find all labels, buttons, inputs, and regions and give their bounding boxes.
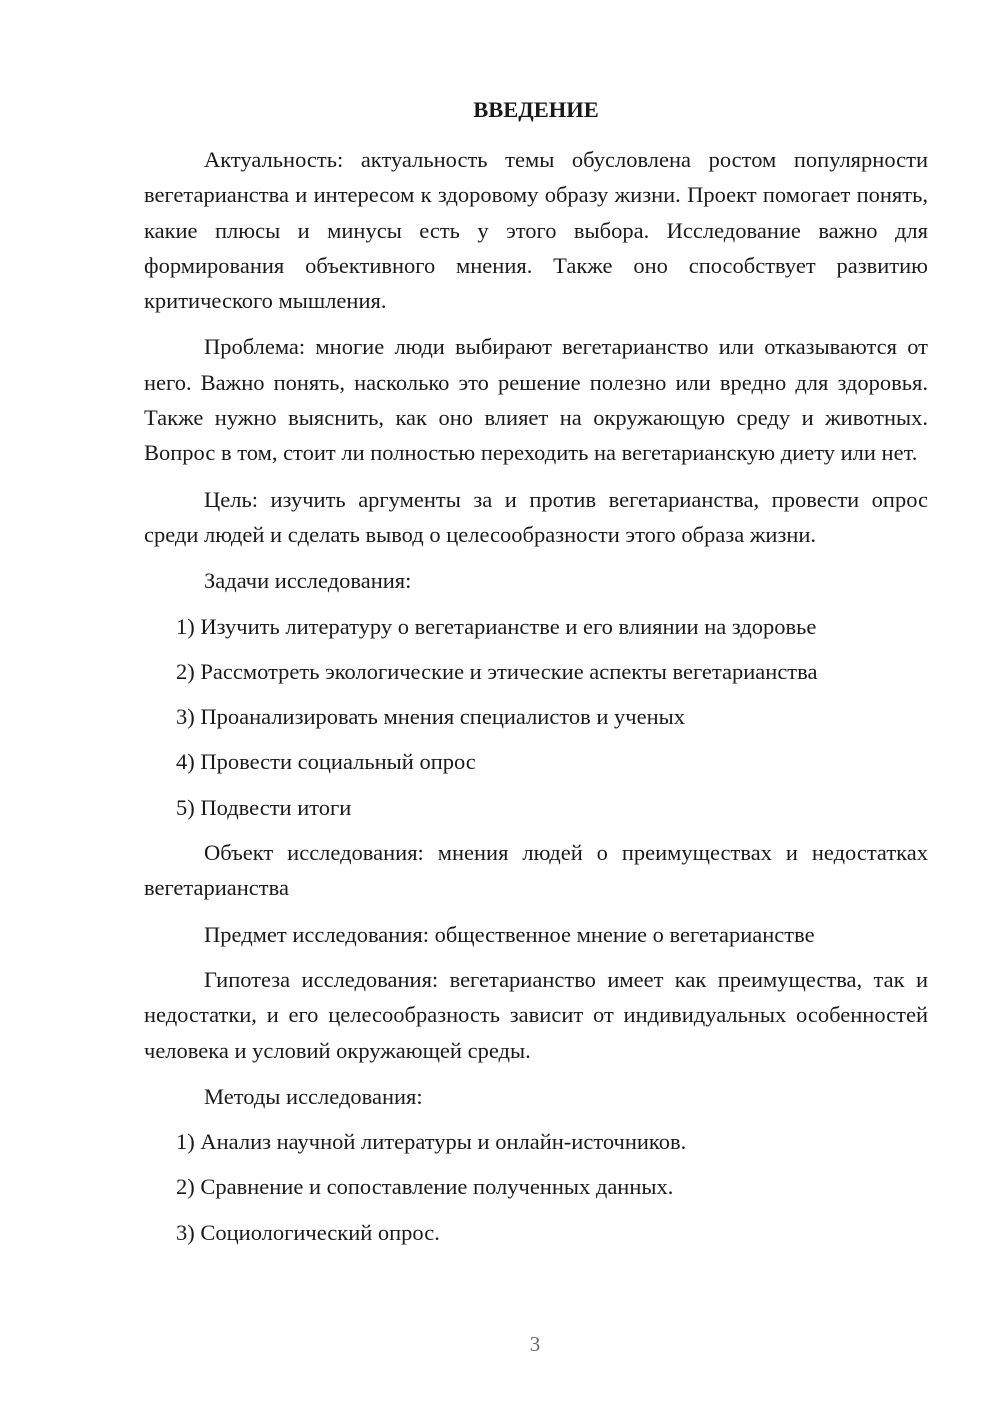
page-number: 3 — [529, 1332, 541, 1356]
object-paragraph: Объект исследования: мнения людей о преимуществах и недостатках вегетарианства — [144, 840, 928, 901]
list-item-task-5: 5) Подвести итоги — [176, 794, 352, 820]
subject-paragraph: Предмет исследования: общественное мнение о вегетарианстве — [204, 921, 815, 947]
methods-list — [144, 1124, 928, 1250]
problem-paragraph: Проблема: многие люди выбирают вегетарианство или отказываются от него. Важно понять, насколько это решение полезно или вредно для здоровья. Также нужно выяснить, как оно влияет на окружающую среду и животных. Вопрос в том, стоит ли полностью переходить на вегетарианскую диету или нет. — [144, 334, 928, 466]
list-item-method-3: 3) Социологический опрос. — [176, 1219, 440, 1245]
methods-heading: Методы исследования: — [204, 1083, 423, 1109]
list-item-method-1: 1) Анализ научной литературы и онлайн-источников. — [176, 1129, 687, 1155]
list-item-task-4: 4) Провести социальный опрос — [176, 749, 476, 775]
goal-paragraph: Цель: изучить аргументы за и против вегетарианства, провести опрос среди людей и сделать вывод о целесообразности этого образа жизни. — [144, 486, 928, 547]
list-item-method-2: 2) Сравнение и сопоставление полученных данных. — [176, 1174, 674, 1200]
page-content — [144, 96, 928, 1260]
list-item-task-3: 3) Проанализировать мнения специалистов и ученых — [176, 704, 685, 730]
tasks-list — [144, 609, 928, 825]
tasks-heading: Задачи исследования: — [204, 568, 412, 594]
list-item-task-1: 1) Изучить литературу о вегетарианстве и его влиянии на здоровье — [176, 613, 817, 639]
section-title: ВВЕДЕНИЕ — [473, 97, 599, 122]
list-item-task-2: 2) Рассмотреть экологические и этические аспекты вегетарианства — [176, 658, 818, 684]
hypothesis-paragraph: Гипотеза исследования: вегетарианство имеет как преимущества, так и недостатки, и его целесообразность зависит от индивидуальных особенностей человека и условий окружающей среды. — [144, 966, 928, 1063]
relevance-paragraph: Актуальность: актуальность темы обусловлена ростом популярности вегетарианства и интересом к здоровому образу жизни. Проект помогает понять, какие плюсы и минусы есть у этого выбора. Исследование важно для формирования объективного мнения. Также оно способствует развитию критического мышления. — [144, 147, 928, 314]
